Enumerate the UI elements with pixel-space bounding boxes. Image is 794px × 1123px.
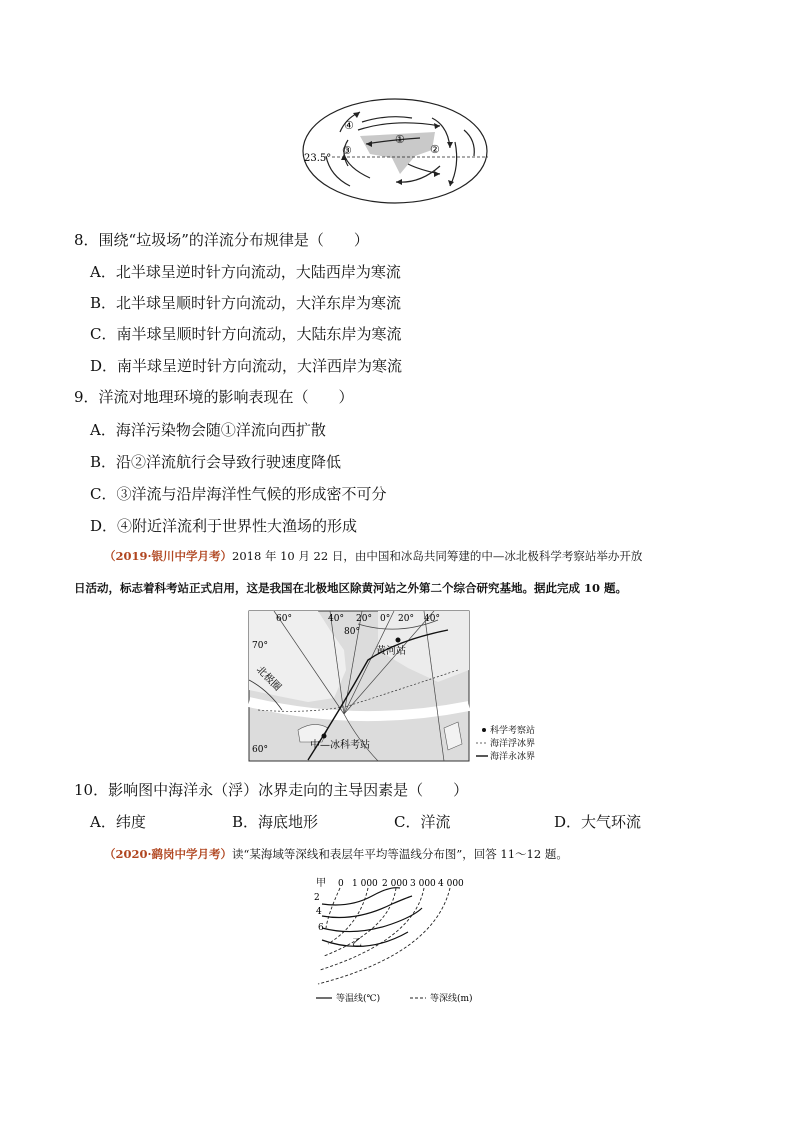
source-tag-2: （2020·鹞岗中学月考）: [104, 847, 233, 861]
lat-label-60: 60°: [252, 745, 268, 755]
question-10-option-d[interactable]: D．大气环流: [554, 813, 642, 831]
isobath-isotherm-diagram: [310, 874, 500, 1008]
lon-label-0: 0°: [380, 614, 391, 624]
lon-label-40w: 40°: [328, 614, 344, 624]
lon-label-20e: 20°: [398, 614, 414, 624]
place-label-jia: 甲: [316, 878, 326, 889]
depth-label-0: 0: [338, 879, 344, 889]
depth-label-2000: 2 000: [382, 879, 408, 889]
source-tag: （2019·银川中学月考）: [104, 549, 233, 563]
depth-label-4000: 4 000: [438, 879, 464, 889]
question-9-option-b[interactable]: B．沿②洋流航行会导致行驶速度降低: [90, 453, 342, 471]
legend-station: 科学考察站: [490, 726, 536, 736]
ocean-current-diagram: [300, 96, 490, 206]
depth-label-1000: 1 000: [352, 879, 378, 889]
question-10-option-a[interactable]: A．纬度: [90, 813, 146, 831]
question-8-option-d[interactable]: D．南半球呈逆时针方向流动，大洋西岸为寒流: [90, 357, 403, 375]
china-iceland-station-label: 中—冰科考站: [310, 740, 370, 751]
arctic-map: [248, 610, 548, 764]
lon-label-60w: 60°: [276, 614, 292, 624]
question-10-option-b[interactable]: B．海底地形: [232, 813, 319, 831]
question-8-option-a[interactable]: A．北半球呈逆时针方向流动，大陆西岸为寒流: [90, 263, 401, 281]
legend-isobath: 等深线(m): [430, 994, 473, 1004]
legend-permanent-ice: 海洋永冰界: [490, 752, 536, 762]
label-circle-2: ②: [430, 143, 440, 156]
question-8-option-c[interactable]: C．南半球呈顺时针方向流动，大陆东岸为寒流: [90, 325, 402, 343]
question-10-stem: 10．影响图中海洋永（浮）冰界走向的主导因素是（ ）: [74, 781, 469, 799]
temp-label-2: 2: [314, 893, 320, 903]
latitude-label: 23.5°: [304, 153, 332, 164]
lon-label-20w: 20°: [356, 614, 372, 624]
legend-isotherm: 等温线(℃): [336, 994, 381, 1004]
lon-label-40e: 40°: [424, 614, 440, 624]
intro-text-2: 读“某海域等深线和表层年平均等温线分布图”，回答 11～12 题。: [232, 847, 568, 861]
place-label-yi: 乙: [352, 938, 362, 949]
lat-label-70: 70°: [252, 641, 268, 651]
label-circle-1: ①: [395, 133, 405, 146]
question-9-option-d[interactable]: D．④附近洋流利于世界性大渔场的形成: [90, 517, 358, 535]
label-circle-3: ③: [342, 144, 352, 157]
intro-paragraph-2: [104, 846, 568, 863]
question-10-option-c[interactable]: C．洋流: [394, 813, 451, 831]
question-8-stem: 8．围绕“垃圾场”的洋流分布规律是（ ）: [74, 231, 369, 249]
question-9-option-a[interactable]: A．海洋污染物会随①洋流向西扩散: [90, 421, 326, 439]
huanghe-station-label: 黄河站: [376, 646, 406, 657]
question-8-option-b[interactable]: B．北半球呈顺时针方向流动，大洋东岸为寒流: [90, 294, 402, 312]
intro-paragraph-1-line-2: 日活动，标志着科考站正式启用，这是我国在北极地区除黄河站之外第二个综合研究基地。据此完成 10 题。: [74, 581, 628, 595]
question-9-stem: 9．洋流对地理环境的影响表现在（ ）: [74, 388, 354, 406]
intro-paragraph-1-line-1: [104, 548, 642, 565]
label-circle-4: ④: [344, 119, 354, 132]
legend-floating-ice: 海洋浮冰界: [490, 739, 536, 749]
question-9-option-c[interactable]: C．③洋流与沿岸海洋性气候的形成密不可分: [90, 485, 387, 503]
temp-label-4: 4: [316, 907, 322, 917]
lat-label-80: 80°: [344, 627, 360, 637]
temp-label-6: 6: [318, 923, 324, 933]
intro-text: 2018 年 10 月 22 日，由中国和冰岛共同筹建的中—冰北极科学考察站举办开放: [232, 549, 643, 563]
arctic-circle-label: 北极圈: [253, 664, 283, 694]
depth-label-3000: 3 000: [410, 879, 436, 889]
